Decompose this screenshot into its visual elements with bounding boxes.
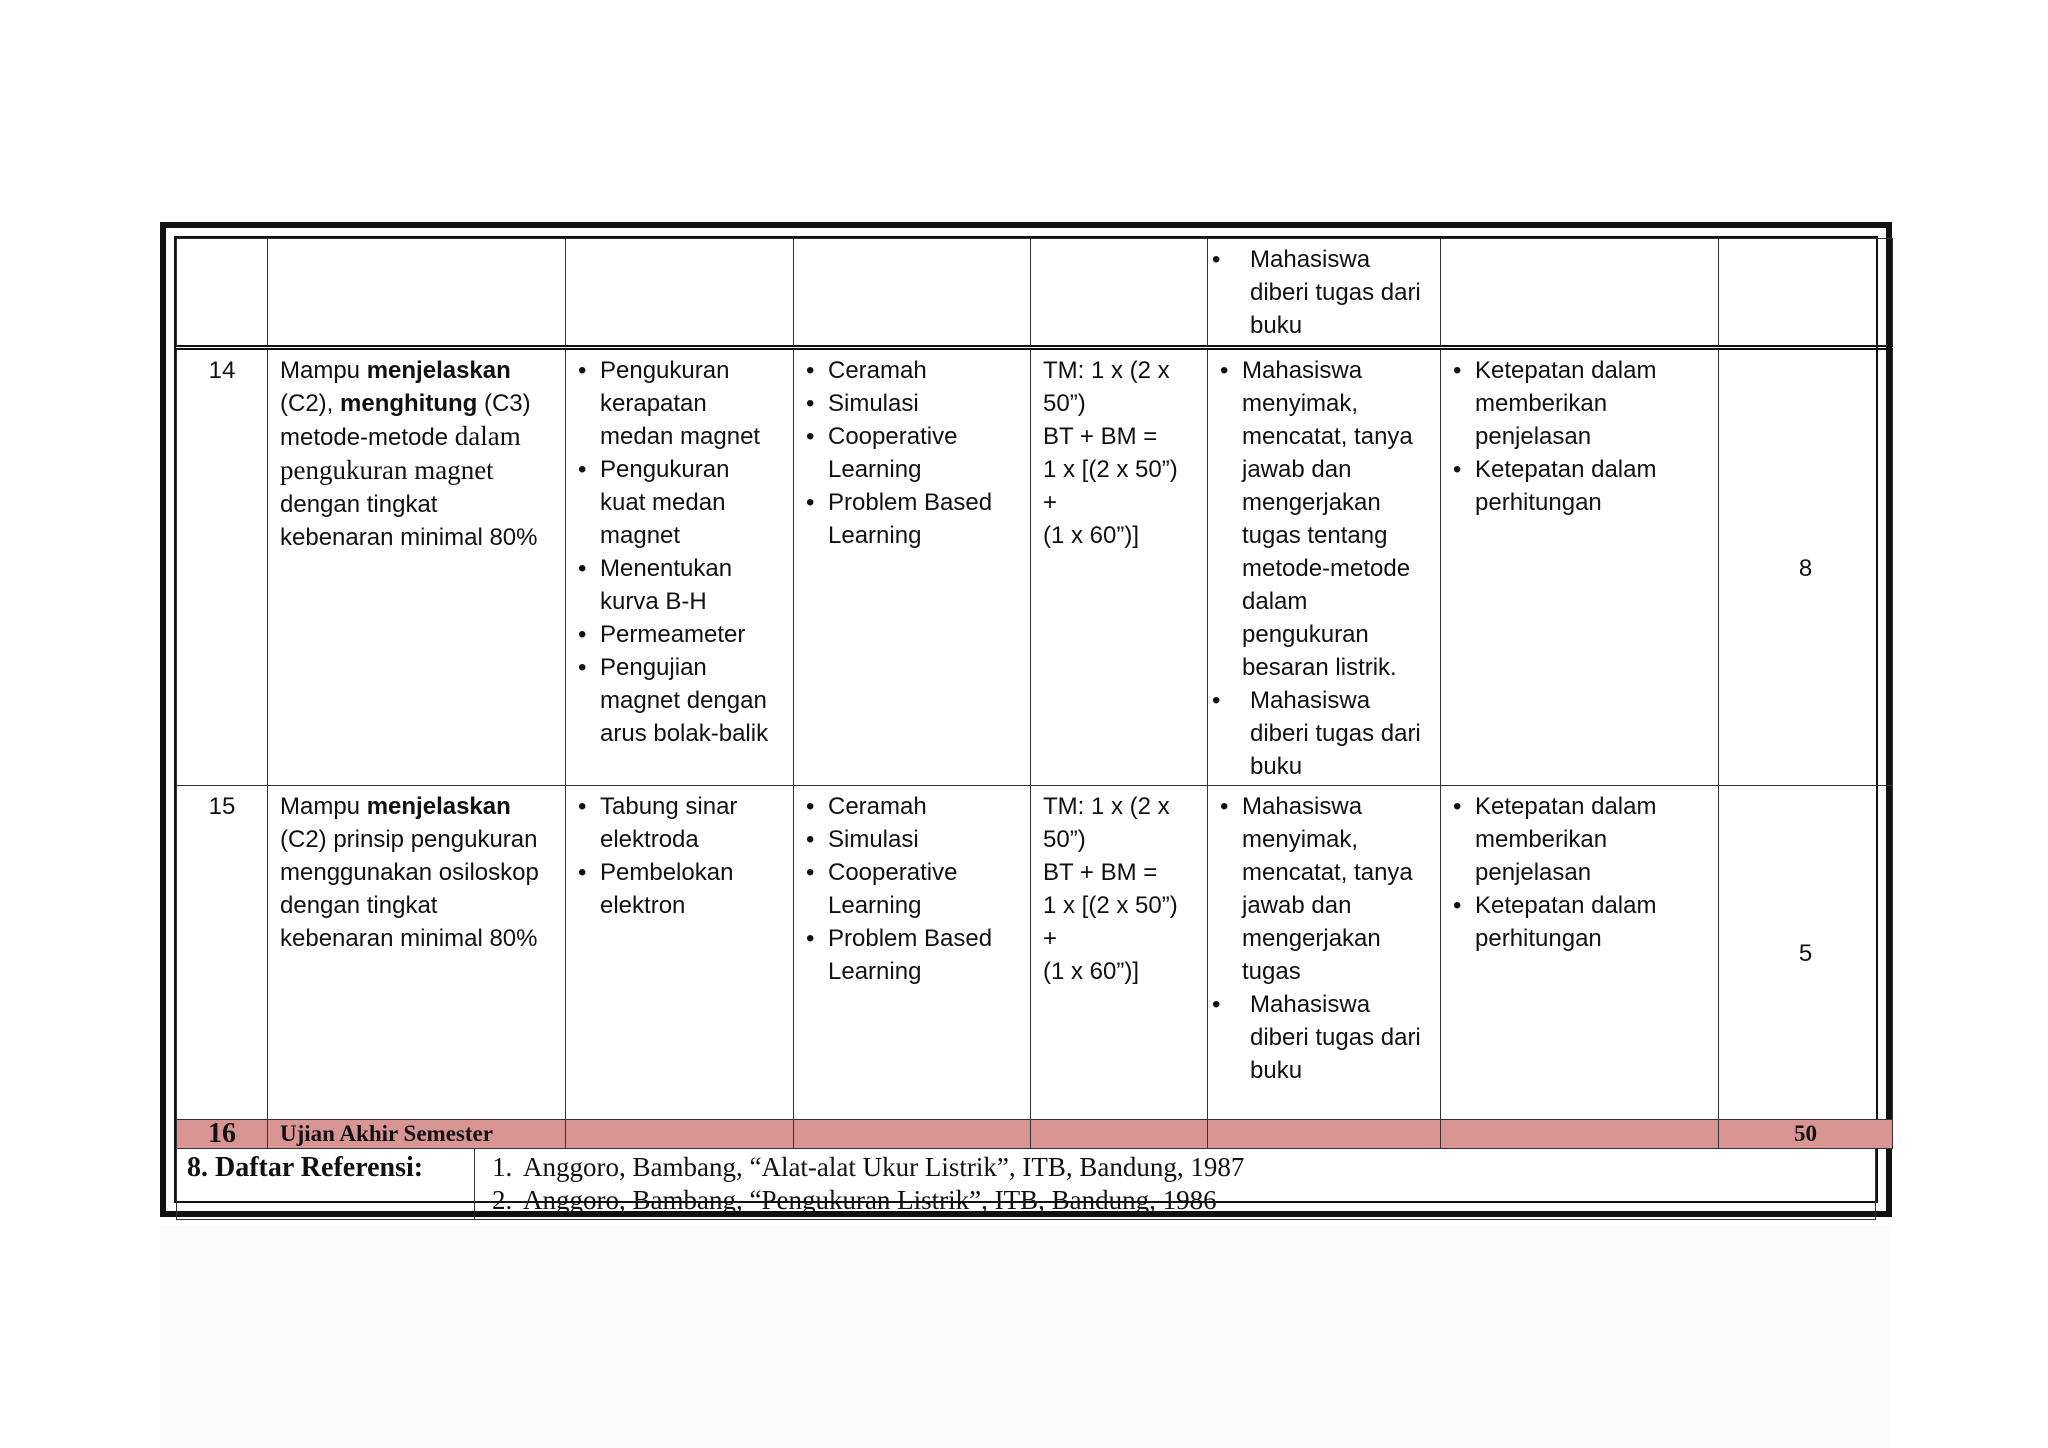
time-line: BT + BM = <box>1043 859 1158 886</box>
exam-number: 16 <box>177 1120 268 1149</box>
time-line: (1 x 60”)] <box>1043 958 1140 985</box>
time-line: (1 x 60”)] <box>1043 522 1140 549</box>
exam-empty-cell <box>566 1120 794 1149</box>
ability-text: dalam pengukuran magnet <box>280 421 521 485</box>
material-item: • Menentukan kurva B-H <box>578 552 781 618</box>
method-item: • Simulasi <box>806 823 1018 856</box>
time-line: 50”) <box>1043 826 1086 853</box>
rps-table <box>176 238 1893 1149</box>
ability-keyword: menghitung <box>340 390 478 417</box>
row-number: 15 <box>177 786 268 1120</box>
material-item: • Pembelokan elektron <box>578 856 781 922</box>
material-item: • Permeameter <box>578 618 781 651</box>
time-line: 1 x [(2 x 50”) <box>1043 456 1178 483</box>
time-line: TM: 1 x (2 x <box>1043 793 1170 820</box>
cell-time <box>1031 348 1208 786</box>
criteria-item: • Ketepatan dalam memberikan penjelasan <box>1453 354 1706 453</box>
time-line: 50”) <box>1043 390 1086 417</box>
cell-weight: 8 <box>1719 348 1893 786</box>
ability-text: Mampu <box>280 357 367 384</box>
references-heading: 8. Daftar Referensi: <box>177 1149 475 1220</box>
activity-item: • Mahasiswa menyimak, mencatat, tanya jawab dan mengerjakan tugas <box>1220 790 1428 988</box>
cell-activities <box>1208 786 1441 1120</box>
material-item: • Pengukuran kuat medan magnet <box>578 453 781 552</box>
rps-table-inner <box>174 236 1878 1215</box>
method-item: • Cooperative Learning <box>806 856 1018 922</box>
row-number: 14 <box>177 348 268 786</box>
ability-text: (C3) <box>477 390 531 417</box>
time-line: BT + BM = <box>1043 423 1158 450</box>
cell-number <box>177 239 268 348</box>
exam-empty-cell <box>1031 1120 1208 1149</box>
cell-methods <box>794 348 1031 786</box>
cell-criteria <box>1441 239 1719 348</box>
method-item: • Cooperative Learning <box>806 420 1018 486</box>
method-item: • Ceramah <box>806 354 1018 387</box>
material-item: • Tabung sinar elektroda <box>578 790 781 856</box>
ability-text: dengan tingkat kebenaran minimal 80% <box>280 491 538 551</box>
rps-table-frame <box>160 222 1892 1217</box>
time-line: 1 x [(2 x 50”) <box>1043 892 1178 919</box>
page-bottom-shade <box>160 1225 1890 1448</box>
activity-item: • Mahasiswa menyimak, mencatat, tanya jawab dan mengerjakan tugas tentang metode-metode dalam pengukuran besaran listrik. <box>1220 354 1428 684</box>
reference-item: 1. Anggoro, Bambang, “Alat-alat Ukur Listrik”, ITB, Bandung, 1987 <box>519 1151 1865 1184</box>
cell-materials <box>566 348 794 786</box>
table-row-15 <box>177 786 1893 1120</box>
cell-weight <box>1719 239 1893 348</box>
method-item: • Simulasi <box>806 387 1018 420</box>
cell-activities <box>1208 348 1441 786</box>
activity-item: • Mahasiswa diberi tugas dari buku <box>1212 243 1428 342</box>
table-row-continued <box>177 239 1893 348</box>
cell-methods <box>794 239 1031 348</box>
material-item: • Pengukuran kerapatan medan magnet <box>578 354 781 453</box>
ability-text: (C2) prinsip pengukuran menggunakan osiloskop dengan tingkat kebenaran minimal 80% <box>280 826 539 952</box>
material-item: • Pengujian magnet dengan arus bolak-balik <box>578 651 781 750</box>
activity-item: • Mahasiswa diberi tugas dari buku <box>1212 684 1428 783</box>
exam-label: Ujian Akhir Semester <box>268 1120 566 1149</box>
cell-weight: 5 <box>1719 786 1893 1120</box>
exam-weight: 50 <box>1719 1120 1893 1149</box>
criteria-item: • Ketepatan dalam perhitungan <box>1453 453 1706 519</box>
cell-criteria <box>1441 348 1719 786</box>
ability-text: (C2), <box>280 390 340 417</box>
method-item: • Problem Based Learning <box>806 486 1018 552</box>
ability-keyword: menjelaskan <box>366 357 511 384</box>
exam-empty-cell <box>794 1120 1031 1149</box>
cell-materials <box>566 786 794 1120</box>
cell-time <box>1031 239 1208 348</box>
cell-methods <box>794 786 1031 1120</box>
cell-activities <box>1208 239 1441 348</box>
cell-materials <box>566 239 794 348</box>
cell-ability <box>268 786 566 1120</box>
references-list <box>485 1151 1865 1217</box>
references-table <box>176 1149 1876 1220</box>
criteria-item: • Ketepatan dalam memberikan penjelasan <box>1453 790 1706 889</box>
table-row-14 <box>177 348 1893 786</box>
ability-text: metode-metode <box>280 424 455 451</box>
time-line: + <box>1043 489 1058 516</box>
reference-item: 2. Anggoro, Bambang, “Pengukuran Listrik”, ITB, Bandung, 1986 <box>519 1184 1865 1217</box>
cell-criteria <box>1441 786 1719 1120</box>
time-line: TM: 1 x (2 x <box>1043 357 1170 384</box>
criteria-item: • Ketepatan dalam perhitungan <box>1453 889 1706 955</box>
exam-empty-cell <box>1441 1120 1719 1149</box>
method-item: • Problem Based Learning <box>806 922 1018 988</box>
time-line: + <box>1043 925 1058 952</box>
table-row-exam <box>177 1120 1893 1149</box>
activity-item: • Mahasiswa diberi tugas dari buku <box>1212 988 1428 1087</box>
cell-ability <box>268 239 566 348</box>
cell-time <box>1031 786 1208 1120</box>
references-list-cell <box>475 1149 1876 1220</box>
ability-text: Mampu <box>280 793 367 820</box>
ability-keyword: menjelaskan <box>366 793 511 820</box>
exam-empty-cell <box>1208 1120 1441 1149</box>
method-item: • Ceramah <box>806 790 1018 823</box>
cell-ability <box>268 348 566 786</box>
